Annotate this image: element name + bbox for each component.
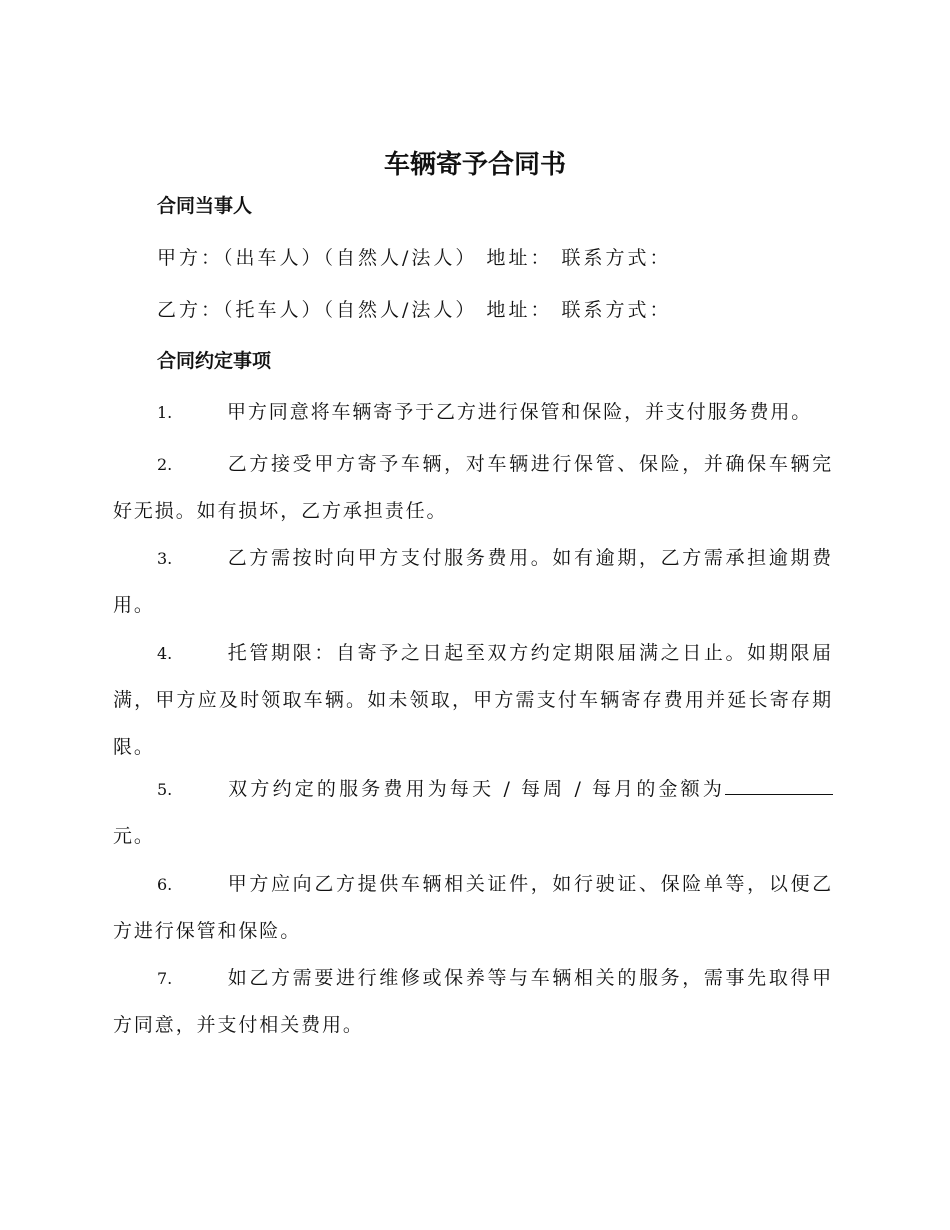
term-item-4 <box>113 630 833 771</box>
term-item-6 <box>113 861 833 955</box>
party-b-line: 乙方：（托车人）（自然人/法人） 地址： 联系方式： <box>157 299 672 321</box>
term-number: 1. <box>157 403 173 422</box>
term-number: 7. <box>157 969 173 988</box>
term-item-7 <box>113 955 833 1049</box>
parties-heading: 合同当事人 <box>157 195 253 217</box>
term-text-after: 元。 <box>113 825 155 847</box>
term-text: 托管期限：自寄予之日起至双方约定期限届满之日止。如期限届满，甲方应及时领取车辆。如未领取，甲方需支付车辆寄存费用并延长寄存期限。 <box>113 642 833 758</box>
term-text: 甲方应向乙方提供车辆相关证件，如行驶证、保险单等，以便乙方进行保管和保险。 <box>113 873 833 942</box>
term-number: 2. <box>157 455 173 474</box>
term-text: 乙方接受甲方寄予车辆，对车辆进行保管、保险，并确保车辆完好无损。如有损坏，乙方承担责任。 <box>113 453 833 522</box>
term-number: 5. <box>157 780 173 799</box>
amount-blank-field <box>725 776 833 795</box>
term-item-1 <box>113 389 833 436</box>
term-number: 6. <box>157 875 173 894</box>
terms-heading: 合同约定事项 <box>157 350 272 372</box>
term-item-5 <box>113 766 833 860</box>
term-text: 甲方同意将车辆寄予于乙方进行保管和保险，并支付服务费用。 <box>227 401 813 423</box>
term-item-3 <box>113 535 833 629</box>
term-text: 如乙方需要进行维修或保养等与车辆相关的服务，需事先取得甲方同意，并支付相关费用。 <box>113 967 833 1036</box>
document-title: 车辆寄予合同书 <box>383 150 566 180</box>
party-a-line: 甲方：（出车人）（自然人/法人） 地址： 联系方式： <box>157 247 672 269</box>
term-text: 双方约定的服务费用为每天 / 每周 / 每月的金额为 <box>227 778 725 800</box>
term-text: 乙方需按时向甲方支付服务费用。如有逾期，乙方需承担逾期费用。 <box>113 547 833 616</box>
term-number: 4. <box>157 644 173 663</box>
term-number: 3. <box>157 549 173 568</box>
term-item-2 <box>113 441 833 535</box>
